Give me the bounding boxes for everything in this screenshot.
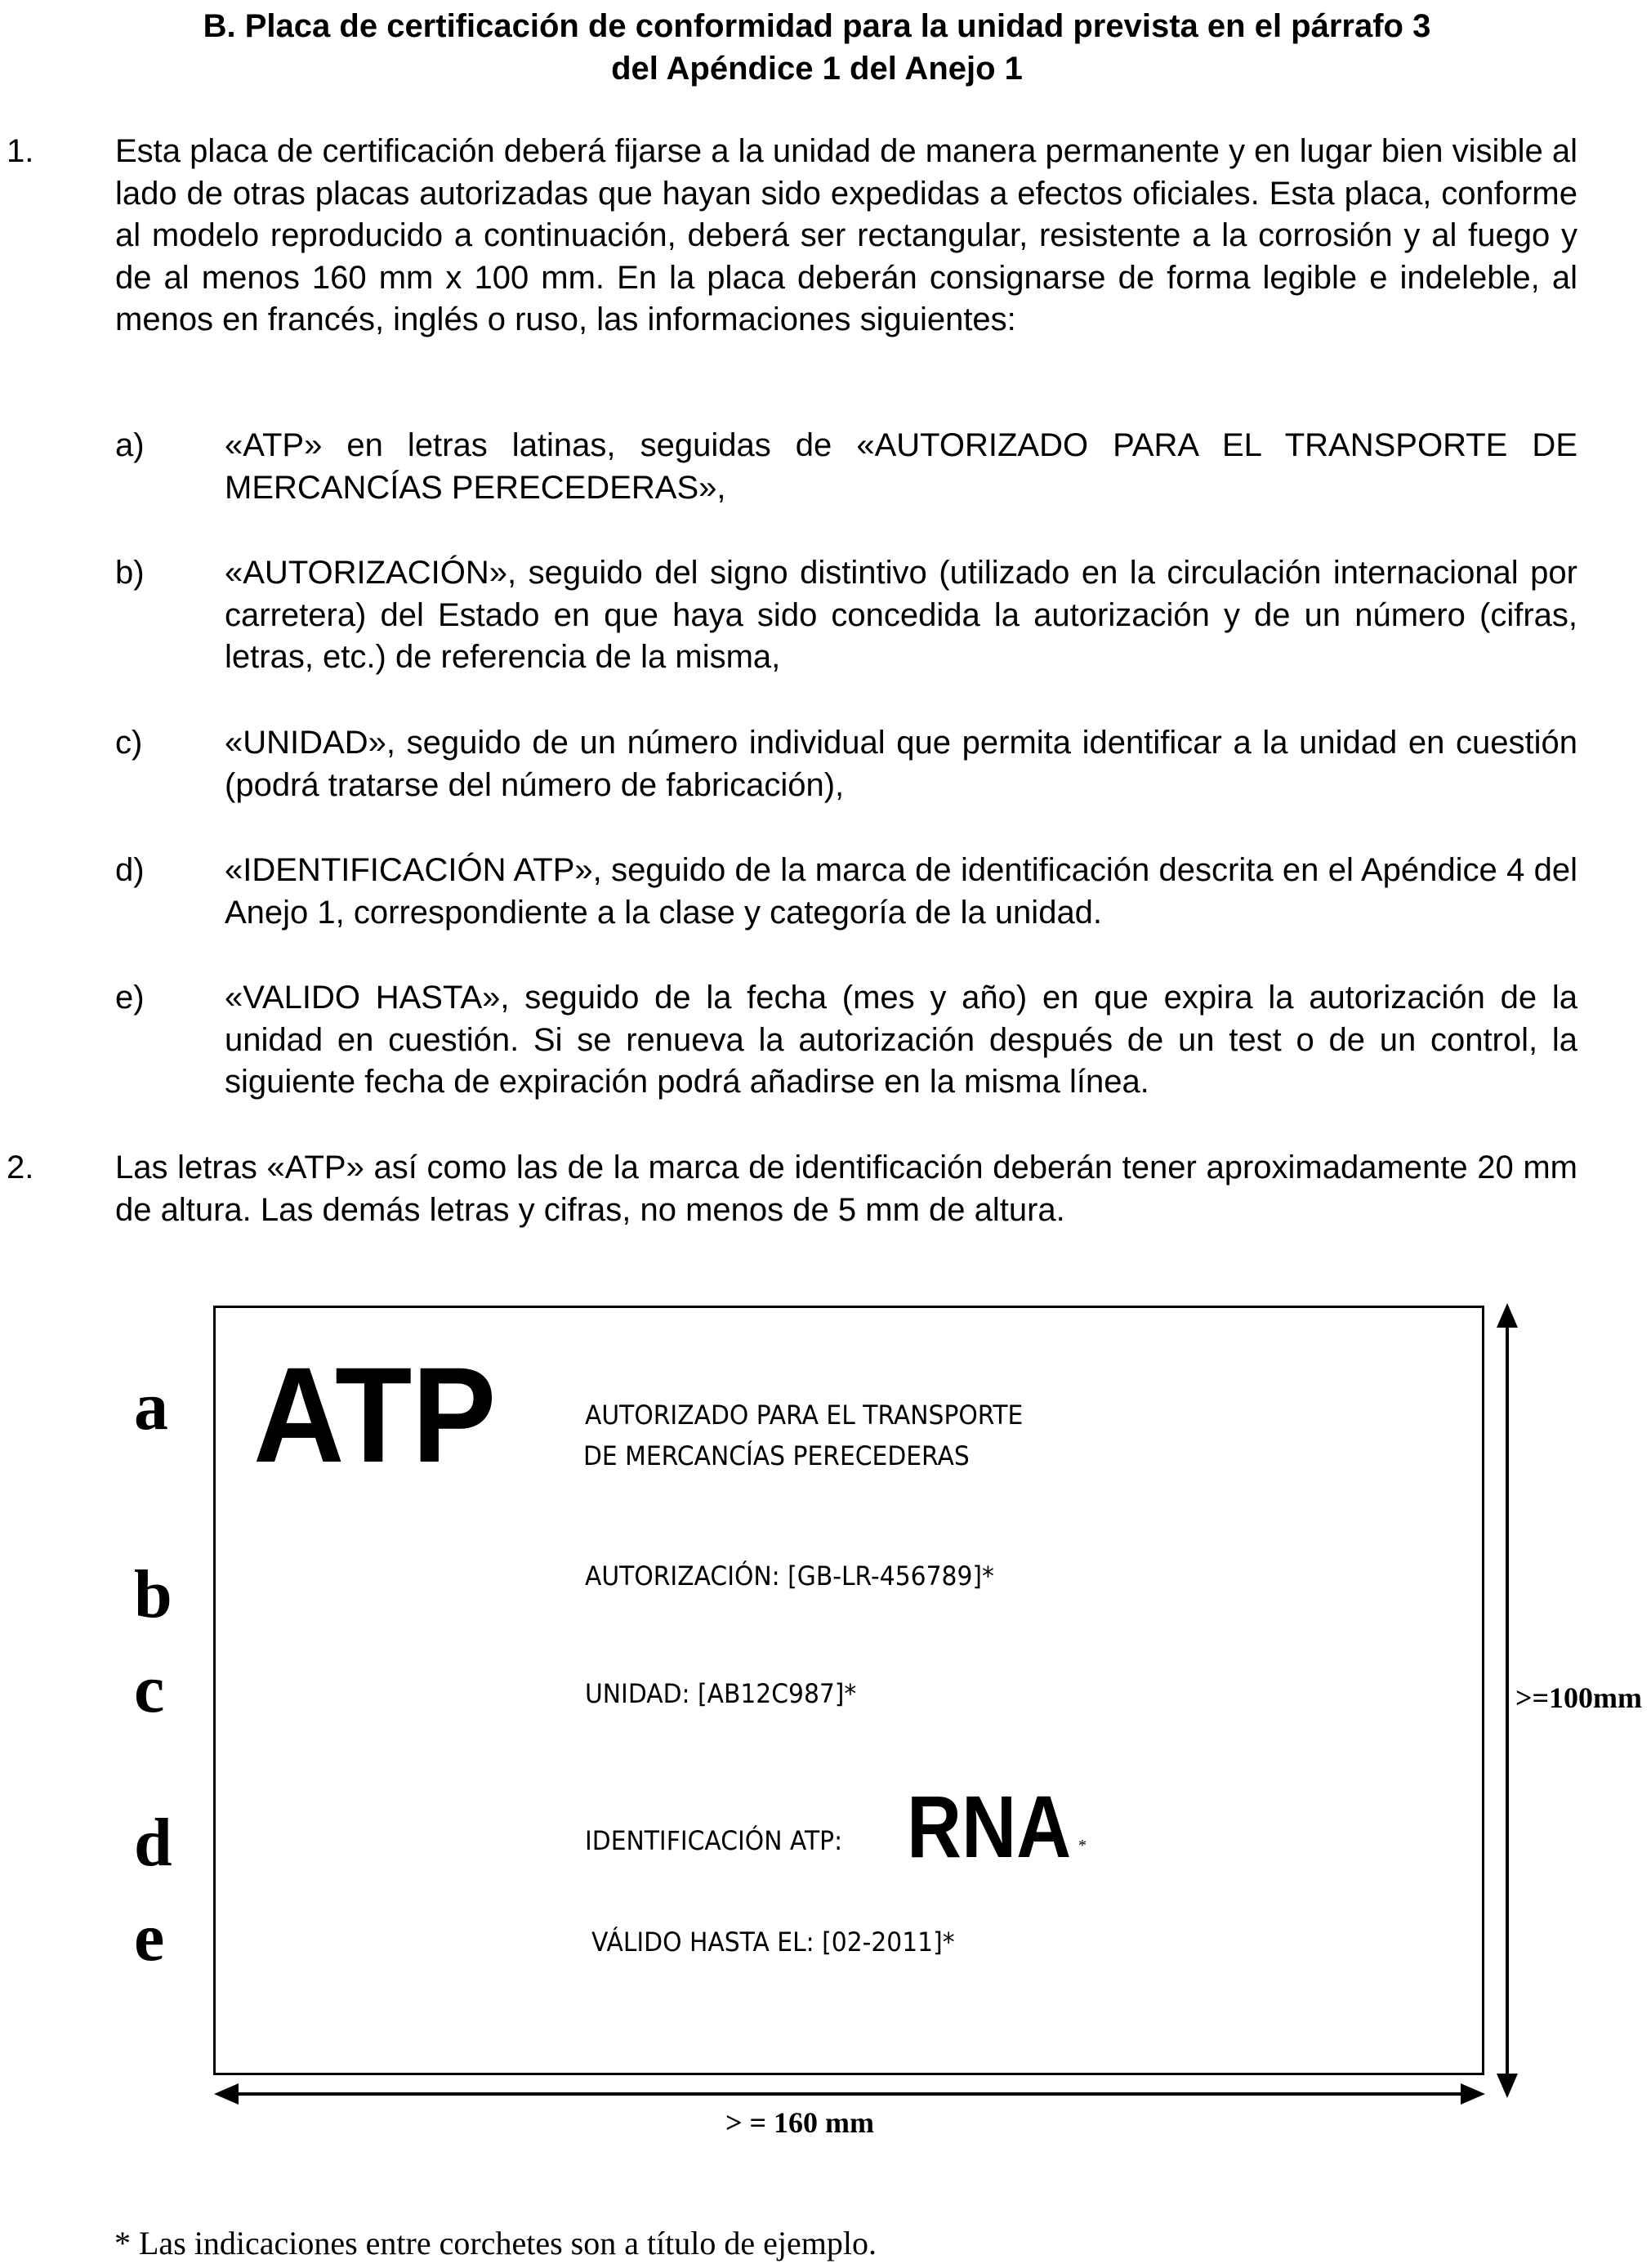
list-item-label: e) [115,980,145,1016]
plate-unidad: UNIDAD: [AB12C987]* [585,1678,857,1709]
plate-identification-mark: RNA [907,1777,1072,1876]
list-item-text: «UNIDAD», seguido de un número individual que permita identificar a la unidad en cuestión (podrá tratarse del número de fabricación), [225,725,1577,803]
list-item-label: a) [115,427,145,463]
row-letter-c: c [134,1651,165,1727]
row-letter-a: a [134,1368,168,1444]
list-item-label: d) [115,852,145,888]
height-arrow-head-bottom [1497,2074,1518,2098]
list-item-text: «IDENTIFICACIÓN ATP», seguido de la marca de identificación descrita en el Apéndice 4 del Anejo 1, correspondiente a la clase y categoría de la unidad. [225,852,1577,931]
footnote: * Las indicaciones entre corchetes son a título de ejemplo. [114,2225,877,2261]
plate-transport-line-1: AUTORIZADO PARA EL TRANSPORTE [585,1400,1024,1431]
plate-transport-line-2: DE MERCANCÍAS PERECEDERAS [583,1440,970,1471]
plate-identification-asterisk: * [1078,1837,1087,1855]
paragraph-text: Esta placa de certificación deberá fijarse a la unidad de manera permanente y en lugar bien visible al lado de otras placas autorizadas que hayan sido expedidas a efectos oficiales. Esta placa, conforme al modelo reproducido a continuación, deberá ser rectangular, resistente a la corrosión y al fuego y de al menos 160 mm x 100 mm. En la placa deberán consignarse de forma legible e indeleble, al menos en francés, inglés o ruso, las informaciones siguientes: [115,133,1577,337]
width-dimension-label: > = 160 mm [725,2106,875,2139]
width-arrow-head-left [214,2083,239,2105]
section-title-line-1: B. Placa de certificación de conformidad para la unidad prevista en el párrafo 3 [203,8,1431,44]
paragraph-number: 1. [7,133,34,169]
row-letter-d: d [134,1805,172,1881]
height-dimension-label: >=100mm [1515,1681,1643,1714]
paragraph-text: Las letras «ATP» así como las de la marca de identificación deberán tener aproximadamente 20 mm de altura. Las demás letras y cifras, no menos de 5 mm de altura. [115,1150,1577,1228]
plate-valido-hasta: VÁLIDO HASTA EL: [02-2011]* [591,1926,955,1958]
section-title-line-2: del Apéndice 1 del Anejo 1 [611,51,1023,87]
plate-identificacion-label: IDENTIFICACIÓN ATP: [585,1825,843,1856]
height-arrow-head-top [1497,1303,1518,1328]
list-item-text: «AUTORIZACIÓN», seguido del signo distintivo (utilizado en la circulación internacional por carretera) del Estado en que haya sido concedida la autorización y de un número (cifras, letras, etc.) de referencia de la misma, [225,555,1577,675]
plate-autorizacion: AUTORIZACIÓN: [GB-LR-456789]* [585,1560,994,1592]
list-item-label: c) [115,725,143,761]
list-item-label: b) [115,555,145,591]
row-letter-b: b [134,1556,172,1632]
row-letter-e: e [134,1900,165,1976]
list-item-text: «VALIDO HASTA», seguido de la fecha (mes y año) en que expira la autorización de la unidad en cuestión. Si se renueva la autorización después de un test o de un control, la siguiente fecha de expiración podrá añadirse en la misma línea. [225,980,1577,1100]
paragraph-number: 2. [7,1150,34,1185]
list-item-text: «ATP» en letras latinas, seguidas de «AUTORIZADO PARA EL TRANSPORTE DE MERCANCÍAS PERECEDERAS», [225,427,1577,506]
width-arrow-head-right [1461,2083,1485,2105]
plate-atp-mark: ATP [253,1340,497,1491]
